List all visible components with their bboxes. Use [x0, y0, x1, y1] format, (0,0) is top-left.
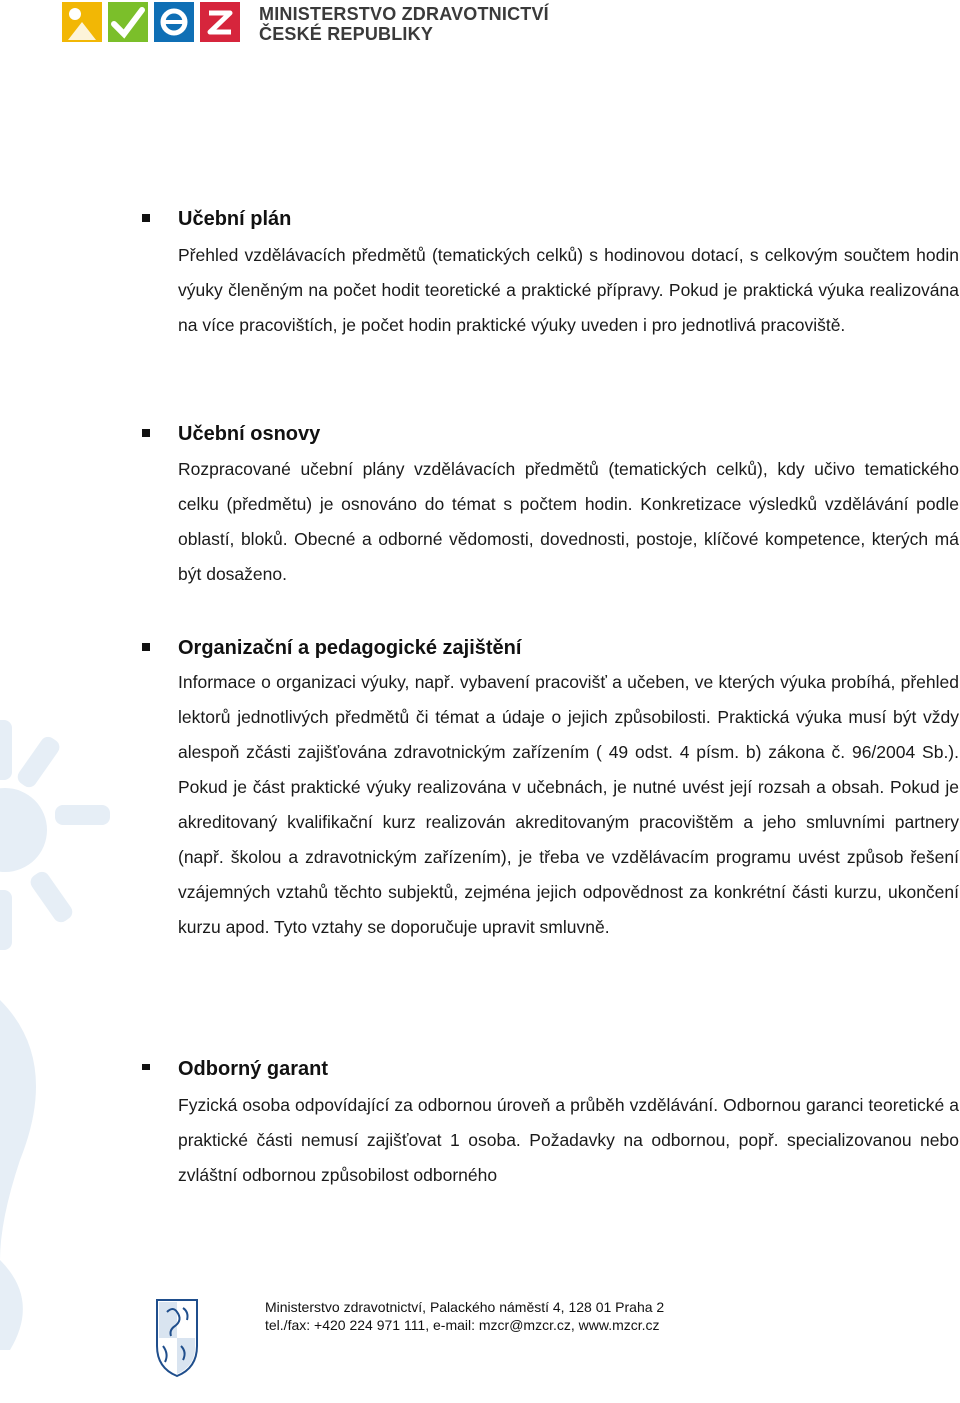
bullet-icon: [142, 214, 150, 222]
footer-contact-info: tel./fax: +420 224 971 111, e-mail: mzcr@mzcr.cz, www.mzcr.cz: [265, 1317, 660, 1333]
logo-mark-icon: [62, 2, 244, 44]
section-title: Odborný garant: [178, 1058, 329, 1080]
footer-contact: [265, 1298, 664, 1334]
bullet-icon: [142, 643, 150, 651]
section-text: Rozpracované učební plány vzdělávacích předmětů (tematických celků), kdy učivo tematického celku (předmětu) je osnováno do témat s počtem hodin. Konkretizace výsledků vzdělávání podle oblastí, bloků. Obecné a odborné vědomosti, dovednosti, postoje, klíčové kompetence, kterých má být dosaženo.: [178, 459, 959, 584]
section-title: Učební plán: [178, 208, 292, 230]
section-text: Přehled vzdělávacích předmětů (tematických celků) s hodinovou dotací, s celkovým součtem hodin výuky členěným na počet hodit teoretické a praktické přípravy. Pokud je praktická výuka realizována na více pracovištích, je počet hodin praktické výuky uveden i pro jednotlivá pracoviště.: [178, 245, 959, 335]
section-title: Učební osnovy: [178, 423, 321, 445]
ministry-name-line1: MINISTERSTVO ZDRAVOTNICTVÍ: [259, 4, 549, 24]
bullet-icon: [142, 429, 150, 437]
ministry-logo: [62, 2, 549, 44]
ministry-name-line2: ČESKÉ REPUBLIKY: [259, 24, 434, 44]
section-title: Organizační a pedagogické zajištění: [178, 637, 522, 659]
sun-watermark-icon: [0, 700, 110, 1350]
section-text: Informace o organizaci výuky, např. vybavení pracovišť a učeben, ve kterých výuka probíhá, přehled lektorů jednotlivých předmětů či témat a údaje o jejich způsobilosti. Praktická výuka musí být vždy alespoň zčásti zajišťována zdravotnickým zařízením ( 49 odst. 4 písm. b) zákona č. 96/2004 Sb.). Pokud je část praktické výuky realizována v učebnách, je nutné uvést její rozsah a obsah. Pokud je akreditovaný kvalifikační kurz realizován akreditovaným pracovištěm a jeho smluvními partnery (např. školou a zdravotnickým zařízením), je třeba ve vzdělávacím programu uvést způsob řešení vzájemných vztahů těchto subjektů, zejména jejich odpovědnost za konkrétní části kurzu, ukončení kurzu apod. Tyto vztahy se doporučuje upravit smluvně.: [178, 672, 959, 937]
ministry-name: [259, 4, 549, 44]
state-emblem-icon: [153, 1296, 201, 1378]
bullet-icon: [142, 1064, 150, 1070]
section-text: Fyzická osoba odpovídající za odbornou úroveň a průběh vzdělávání. Odbornou garanci teoretické a praktické části nemusí zajišťovat 1 osoba. Požadavky na odbornou, popř. specializovanou nebo zvláštní odbornou způsobilost odborného: [178, 1095, 959, 1185]
footer-address: Ministerstvo zdravotnictví, Palackého náměstí 4, 128 01 Praha 2: [265, 1299, 665, 1315]
